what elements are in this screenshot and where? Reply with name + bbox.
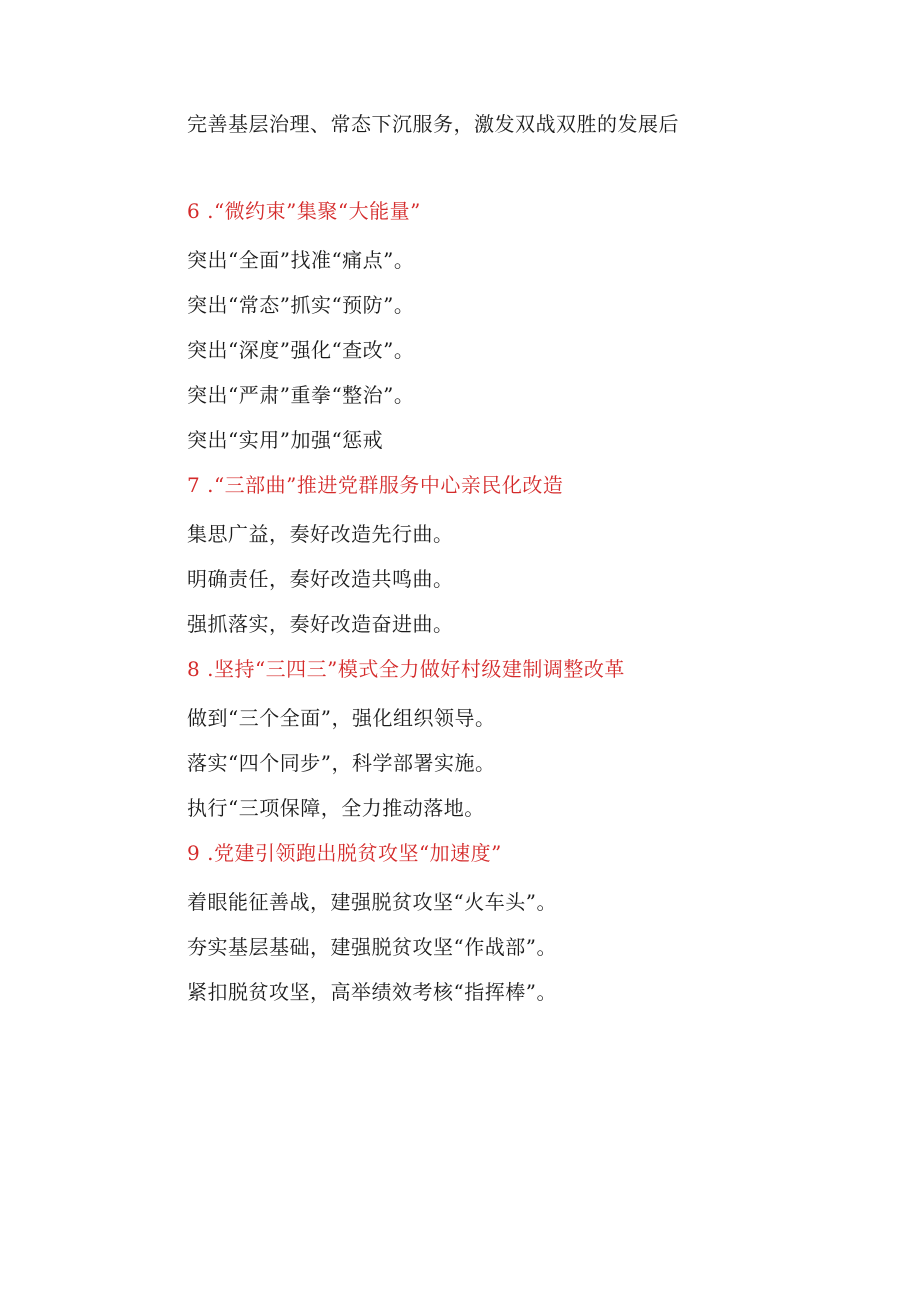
list-item: 突出“常态”抓实“预防”。 [187, 293, 415, 317]
list-item: 突出“全面”找准“痛点”。 [187, 248, 415, 272]
list-item: 紧扣脱贫攻坚，高举绩效考核“指挥棒”。 [187, 980, 557, 1004]
section-heading-8: 8 .坚持“三四三”模式全力做好村级建制调整改革 [187, 657, 625, 681]
list-item: 突出“实用”加强“惩戒 [187, 428, 384, 452]
list-item: 突出“严肃”重拳“整治”。 [187, 383, 415, 407]
list-item: 集思广益，奏好改造先行曲。 [187, 522, 454, 546]
intro-line: 完善基层治理、常态下沉服务，激发双战双胜的发展后 [187, 112, 679, 136]
list-item: 强抓落实，奏好改造奋进曲。 [187, 612, 454, 636]
list-item: 执行“三项保障，全力推动落地。 [187, 796, 485, 820]
list-item: 明确责任，奏好改造共鸣曲。 [187, 567, 454, 591]
list-item: 突出“深度”强化“查改”。 [187, 338, 415, 362]
section-heading-7: 7 .“三部曲”推进党群服务中心亲民化改造 [187, 473, 564, 497]
list-item: 着眼能征善战，建强脱贫攻坚“火车头”。 [187, 890, 557, 914]
section-heading-9: 9 .党建引领跑出脱贫攻坚“加速度” [187, 841, 502, 865]
list-item: 夯实基层基础，建强脱贫攻坚“作战部”。 [187, 935, 557, 959]
section-heading-6: 6 .“微约束”集聚“大能量” [187, 199, 421, 223]
list-item: 做到“三个全面”，强化组织领导。 [187, 706, 496, 730]
list-item: 落实“四个同步”，科学部署实施。 [187, 751, 496, 775]
